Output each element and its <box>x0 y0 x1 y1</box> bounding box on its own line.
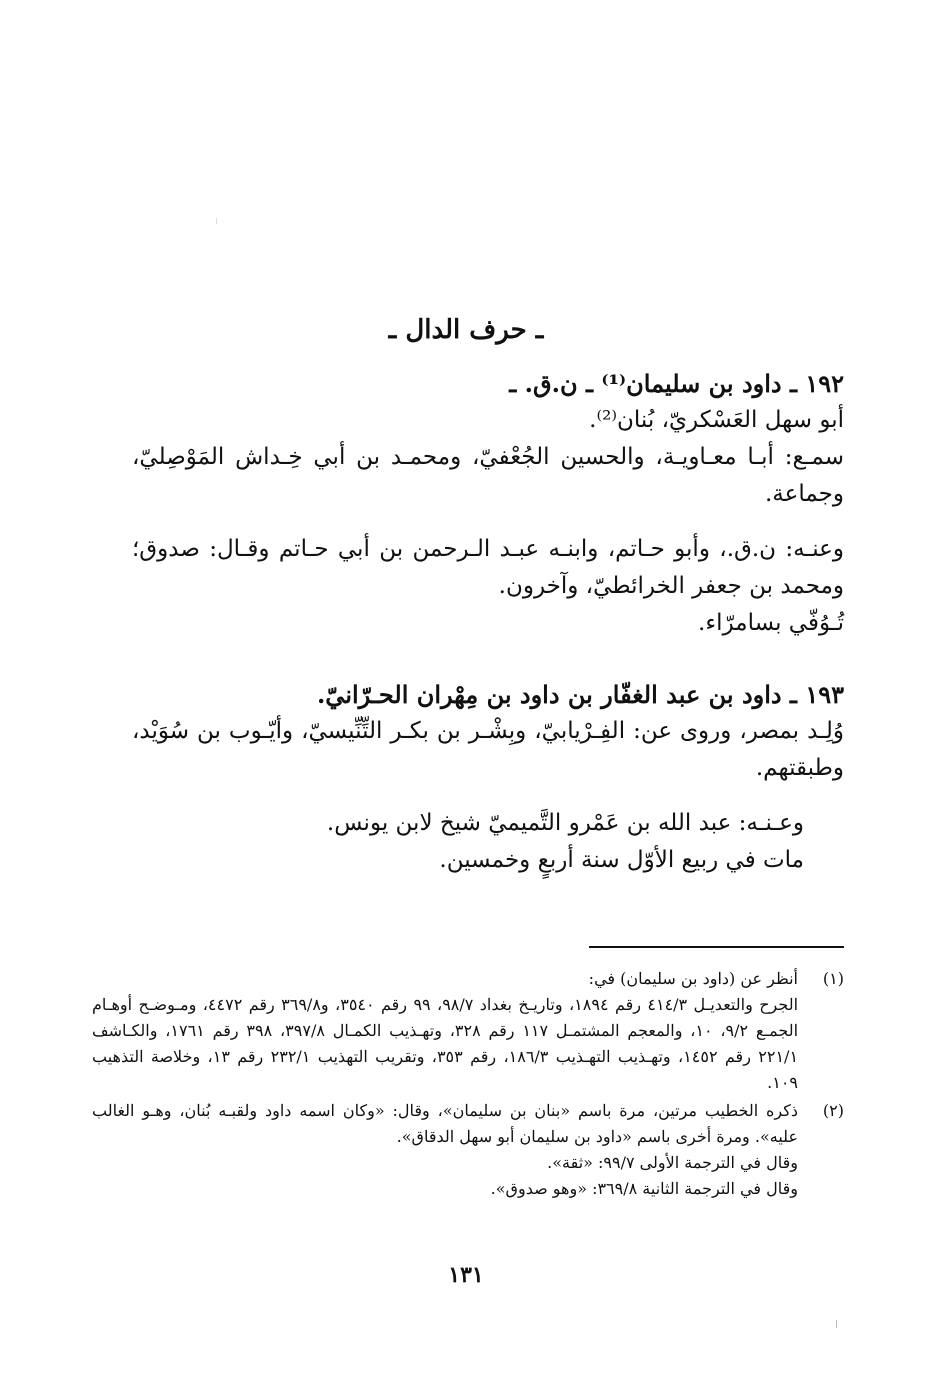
footnote-divider <box>589 946 844 948</box>
footnote-2-line: وقال في الترجمة الثانية ٣٦٩/٨: «وهو صدوق». <box>490 1179 798 1198</box>
footnote-2-line: وقال في الترجمة الأولى ٩٩/٧: «ثقة». <box>547 1153 798 1172</box>
entry-193-death: مات في ربيع الأوّل سنة أربعٍ وخمسين. <box>439 847 804 873</box>
entry-192-kunya: أبو سهل العَسْكريّ، بُنان⁽²⁾. <box>589 407 844 433</box>
footnote-2 <box>92 1098 844 1202</box>
footnote-1 <box>92 966 844 1096</box>
entry-192 <box>132 365 844 642</box>
scan-mark <box>836 1320 837 1328</box>
entry-193-heading: ١٩٣ ـ داود بن عبد الغفّار بن داود بن مِهْران الحـرّانيّ. <box>316 680 844 709</box>
entry-193-birth: وُلِـد بمصر، وروى عن: الفِـرْيابيّ، وبِشْـر بن بكـر التِّنِّيسيّ، وأيّـوب بن سُوَيْد، وطبقتهم. <box>132 718 844 781</box>
entry-192-students: وعنـه: ن.ق.، وأبو حـاتم، وابنـه عبـد الـرحمن بن أبي حـاتم وقـال: صدوق؛ ومحمد بن جعفر الخرائطيّ، وآخرون. <box>132 536 844 599</box>
entry-193 <box>132 676 844 879</box>
chapter-title: ـ حرف الدال ـ <box>388 315 544 345</box>
footnote-2-number: (٢) <box>822 1101 844 1120</box>
footnote-1-line: أنظر عن (داود بن سليمان) في: <box>588 969 798 988</box>
footnote-2-line: ذكره الخطيب مرتين، مرة باسم «بنان بن سليمان»، وقال: «وكان اسمه داود ولقبـه بُنان، وهـو الغالب عليه». ومرة أخرى باسم «داود بن سليمان أبو سهل الدقاق». <box>92 1101 798 1146</box>
entry-192-death: تُـوُفّي بسامرّاء. <box>698 610 844 636</box>
scan-mark <box>216 218 217 224</box>
page-number: ١٣١ <box>448 1262 484 1288</box>
entry-192-teachers: سمـع: أبـا معـاويـة، والحسين الجُعْفيّ، ومحمـد بن أبي خِـداش المَوْصِليّ، وجماعة. <box>132 444 844 507</box>
entry-193-students: وعـنـه: عبد الله بن عَمْرو التَّميميّ شيخ لابن يونس. <box>326 810 804 836</box>
footnote-1-number: (١) <box>822 969 844 988</box>
footnotes <box>92 966 844 1204</box>
entry-192-heading: ١٩٢ ـ داود بن سليمان⁽¹⁾ ـ ن.ق. ـ <box>509 369 844 398</box>
footnote-1-line: الجرح والتعديـل ٤١٤/٣ رقم ١٨٩٤، وتاريـخ بغداد ٩٨/٧، ٩٩ رقم ٣٥٤٠، و٣٦٩/٨ رقم ٤٤٧٢، ومـوضـح أوهـام الجمـع ٩/٢، ١٠، والمعجم المشتمـل ١١٧ رقم ٣٢٨، وتهـذيب الكمـال ٣٩٧/٨، ٣٩٨ رقم ١٧٦١، والكـاشف ٢٢١/١ رقم ١٤٥٢، وتهـذيب التهـذيب ١٨٦/٣، رقم ٣٥٣، وتقريب التهذيب ٢٣٢/١ رقم ١٣، وخلاصة التذهيب ١٠٩. <box>92 995 799 1092</box>
